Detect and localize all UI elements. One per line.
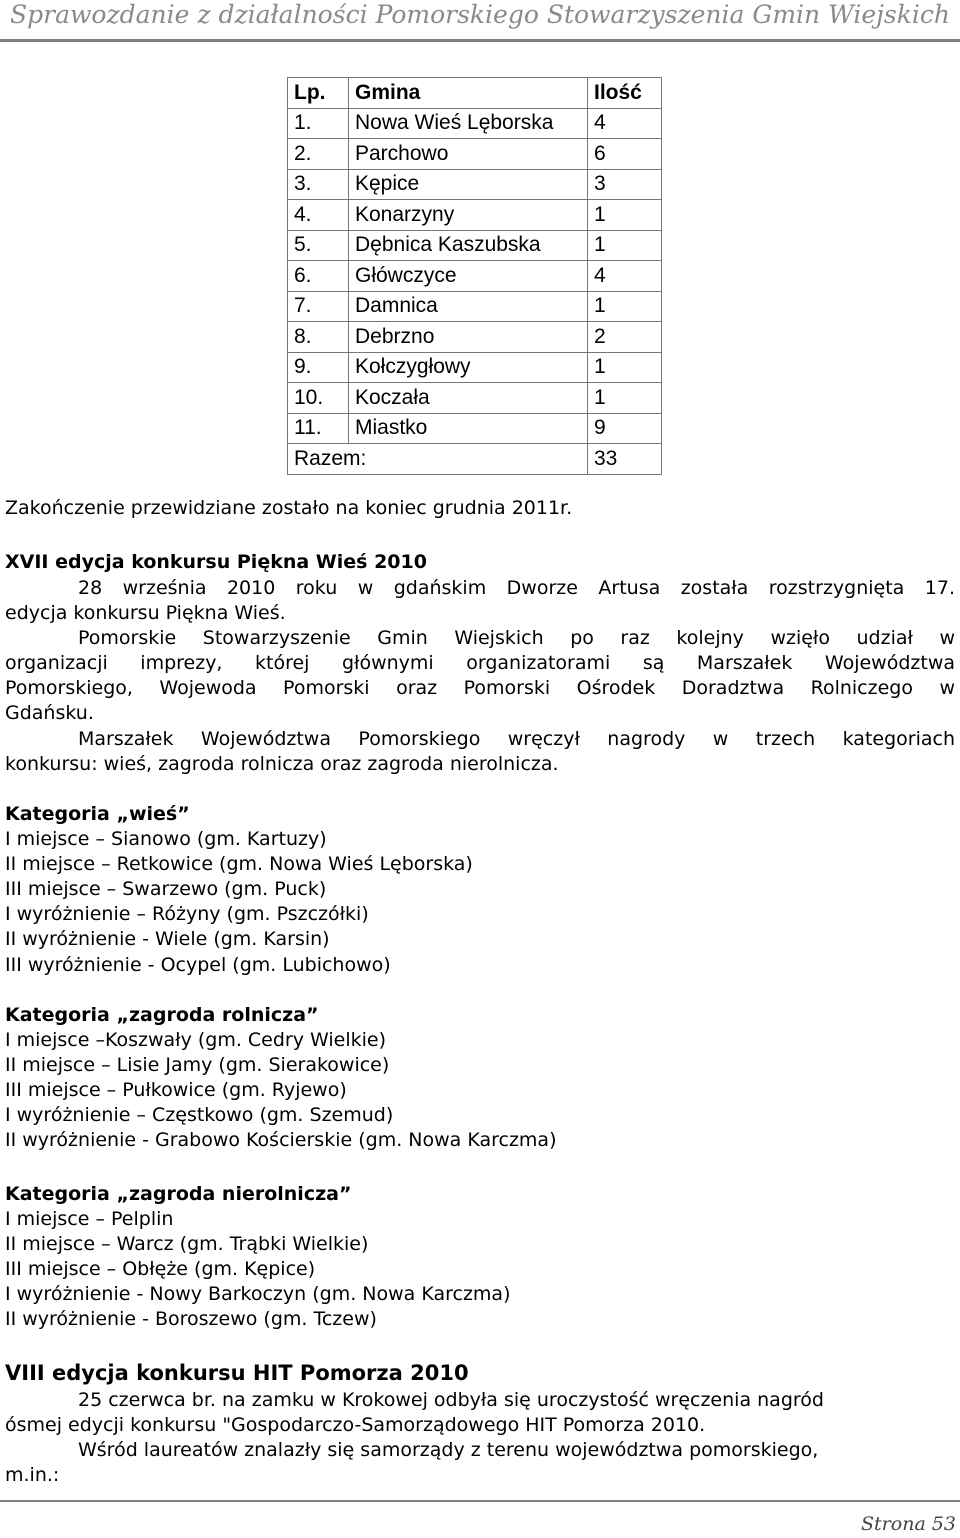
- cell-lp: 6.: [288, 261, 349, 292]
- cell-lp: 2.: [288, 139, 349, 170]
- list-item: II wyróżnienie - Grabowo Kościerskie (gm. Nowa Karczma): [5, 1129, 557, 1151]
- list-item: II miejsce – Retkowice (gm. Nowa Wieś Lęborska): [5, 853, 473, 875]
- cell-gmina: Damnica: [349, 291, 588, 322]
- list-item: III wyróżnienie - Ocypel (gm. Lubichowo): [5, 954, 391, 976]
- cell-gmina: Miastko: [349, 413, 588, 444]
- list-item: I wyróżnienie – Różyny (gm. Pszczółki): [5, 903, 369, 925]
- cell-lp: 9.: [288, 352, 349, 383]
- page-number: Strona 53: [861, 1513, 956, 1535]
- table-row: [288, 169, 662, 200]
- total-value: 33: [588, 444, 662, 475]
- closing-note: Zakończenie przewidziane zostało na koniec grudnia 2011r.: [5, 497, 573, 519]
- cell-gmina: Nowa Wieś Lęborska: [349, 108, 588, 139]
- cell-lp: 10.: [288, 383, 349, 414]
- cell-gmina: Kępice: [349, 169, 588, 200]
- paragraph-line: m.in.:: [5, 1464, 60, 1486]
- paragraph-line: Pomorskie Stowarzyszenie Gmin Wiejskich po raz kolejny wzięło udział w: [78, 627, 955, 649]
- section-heading-hit-pomorza: VIII edycja konkursu HIT Pomorza 2010: [5, 1361, 469, 1385]
- col-header-ilosc: Ilość: [588, 78, 662, 109]
- cell-lp: 11.: [288, 413, 349, 444]
- list-item: I miejsce – Pelplin: [5, 1208, 174, 1230]
- paragraph-line: ósmej edycji konkursu "Gospodarczo-Samorządowego HIT Pomorza 2010.: [5, 1414, 706, 1436]
- list-item: II miejsce – Warcz (gm. Trąbki Wielkie): [5, 1233, 369, 1255]
- table-header-row: [288, 78, 662, 109]
- cell-gmina: Debrzno: [349, 322, 588, 353]
- paragraph-line: Marszałek Województwa Pomorskiego wręczył nagrody w trzech kategoriach: [78, 728, 955, 750]
- table-row: [288, 261, 662, 292]
- col-header-lp: Lp.: [288, 78, 349, 109]
- cell-gmina: Parchowo: [349, 139, 588, 170]
- cell-ilosc: 4: [588, 261, 662, 292]
- list-item: III miejsce – Swarzewo (gm. Puck): [5, 878, 327, 900]
- table-row: [288, 352, 662, 383]
- cell-lp: 1.: [288, 108, 349, 139]
- table-row: [288, 139, 662, 170]
- list-item: III miejsce – Pułkowice (gm. Ryjewo): [5, 1079, 347, 1101]
- cell-ilosc: 1: [588, 230, 662, 261]
- page-header: Sprawozdanie z działalności Pomorskiego Stowarzyszenia Gmin Wiejskich: [10, 0, 950, 29]
- list-item: I wyróżnienie - Nowy Barkoczyn (gm. Nowa Karczma): [5, 1283, 511, 1305]
- cell-ilosc: 4: [588, 108, 662, 139]
- paragraph-line: organizacji imprezy, której głównymi organizatorami są Marszałek Województwa: [5, 652, 955, 674]
- paragraph-line: 25 czerwca br. na zamku w Krokowej odbyła się uroczystość wręczenia nagród: [78, 1389, 824, 1411]
- paragraph-line: konkursu: wieś, zagroda rolnicza oraz zagroda nierolnicza.: [5, 753, 559, 775]
- list-item: I miejsce –Koszwały (gm. Cedry Wielkie): [5, 1029, 387, 1051]
- list-item: III miejsce – Obłęże (gm. Kępice): [5, 1258, 316, 1280]
- cell-gmina: Kołczygłowy: [349, 352, 588, 383]
- col-header-gmina: Gmina: [349, 78, 588, 109]
- cell-ilosc: 2: [588, 322, 662, 353]
- cell-ilosc: 1: [588, 291, 662, 322]
- table-row: [288, 383, 662, 414]
- header-rule: [0, 39, 960, 42]
- category-heading-zagroda-rolnicza: Kategoria „zagroda rolnicza”: [5, 1004, 319, 1026]
- cell-gmina: Dębnica Kaszubska: [349, 230, 588, 261]
- cell-lp: 3.: [288, 169, 349, 200]
- list-item: II wyróżnienie - Boroszewo (gm. Tczew): [5, 1308, 377, 1330]
- table-row: [288, 200, 662, 231]
- category-heading-zagroda-nierolnicza: Kategoria „zagroda nierolnicza”: [5, 1183, 352, 1205]
- table-row: [288, 413, 662, 444]
- cell-lp: 5.: [288, 230, 349, 261]
- cell-ilosc: 1: [588, 200, 662, 231]
- cell-gmina: Główczyce: [349, 261, 588, 292]
- cell-lp: 8.: [288, 322, 349, 353]
- total-label: Razem:: [288, 444, 588, 475]
- footer-rule: [0, 1500, 960, 1502]
- paragraph-line: Pomorskiego, Wojewoda Pomorski oraz Pomorski Ośrodek Doradztwa Rolniczego w: [5, 677, 955, 699]
- cell-ilosc: 6: [588, 139, 662, 170]
- cell-ilosc: 1: [588, 383, 662, 414]
- cell-lp: 7.: [288, 291, 349, 322]
- cell-gmina: Koczała: [349, 383, 588, 414]
- cell-ilosc: 3: [588, 169, 662, 200]
- category-heading-wies: Kategoria „wieś”: [5, 803, 190, 825]
- table-total-row: [288, 444, 662, 475]
- list-item: II miejsce – Lisie Jamy (gm. Sierakowice): [5, 1054, 390, 1076]
- paragraph-line: edycja konkursu Piękna Wieś.: [5, 602, 286, 624]
- list-item: II wyróżnienie - Wiele (gm. Karsin): [5, 928, 330, 950]
- cell-lp: 4.: [288, 200, 349, 231]
- table-row: [288, 291, 662, 322]
- cell-ilosc: 9: [588, 413, 662, 444]
- table-row: [288, 108, 662, 139]
- cell-ilosc: 1: [588, 352, 662, 383]
- paragraph-line: Wśród laureatów znalazły się samorządy z terenu województwa pomorskiego,: [78, 1439, 819, 1461]
- list-item: I miejsce – Sianowo (gm. Kartuzy): [5, 828, 327, 850]
- paragraph-line: Gdańsku.: [5, 702, 94, 724]
- table-row: [288, 230, 662, 261]
- list-item: I wyróżnienie – Częstkowo (gm. Szemud): [5, 1104, 394, 1126]
- cell-gmina: Konarzyny: [349, 200, 588, 231]
- paragraph-line: 28 września 2010 roku w gdańskim Dworze Artusa została rozstrzygnięta 17.: [78, 577, 955, 599]
- table-row: [288, 322, 662, 353]
- municipalities-table: [287, 77, 662, 475]
- section-heading-piekna-wies: XVII edycja konkursu Piękna Wieś 2010: [5, 551, 427, 573]
